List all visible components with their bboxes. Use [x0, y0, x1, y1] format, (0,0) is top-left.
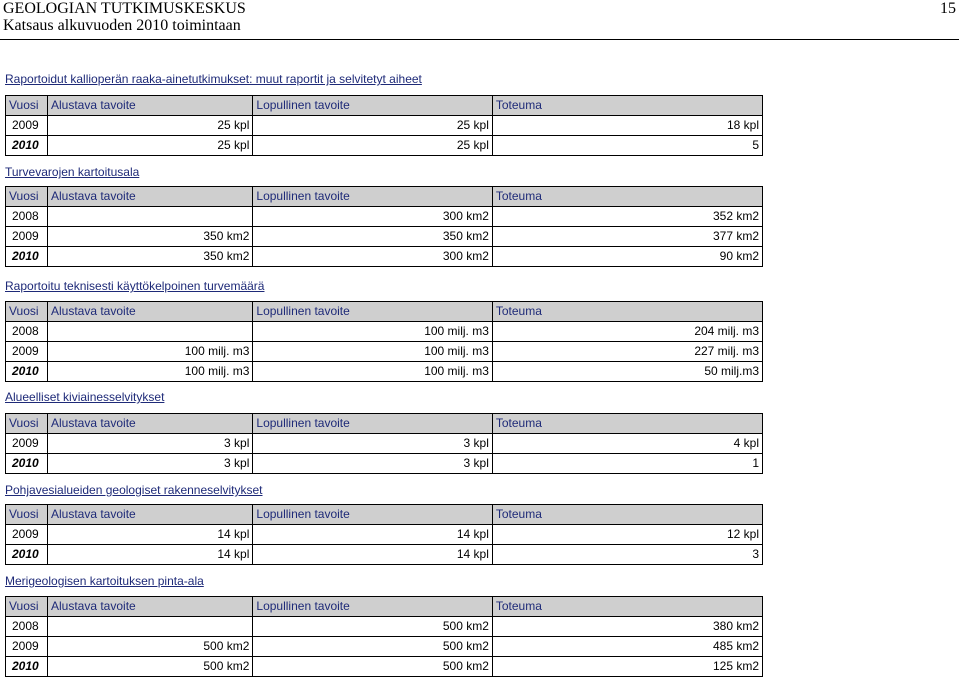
year-cell: 2009 — [6, 434, 48, 454]
alustava-cell: 14 kpl — [47, 525, 252, 545]
toteuma-cell: 352 km2 — [492, 207, 762, 227]
section-title: Pohjavesialueiden geologiset rakenneselvitykset — [5, 483, 263, 497]
toteuma-cell: 380 km2 — [492, 617, 762, 637]
year-cell: 2008 — [6, 207, 48, 227]
lopullinen-cell: 25 kpl — [253, 136, 492, 156]
column-header: Alustava tavoite — [47, 597, 252, 617]
toteuma-cell: 50 milj.m3 — [492, 362, 762, 382]
column-header: Vuosi — [6, 505, 48, 525]
report-subtitle: Katsaus alkuvuoden 2010 toimintaan — [3, 17, 241, 34]
year-cell: 2010 — [6, 136, 48, 156]
data-table — [5, 596, 763, 677]
column-header: Toteuma — [492, 414, 762, 434]
year-cell: 2009 — [6, 227, 48, 247]
table-header-row — [6, 505, 763, 525]
lopullinen-cell: 300 km2 — [253, 207, 492, 227]
year-cell: 2009 — [6, 116, 48, 136]
table-row — [6, 322, 763, 342]
alustava-cell — [47, 322, 252, 342]
data-table — [5, 95, 763, 156]
table-row — [6, 227, 763, 247]
data-table — [5, 504, 763, 565]
column-header: Alustava tavoite — [47, 505, 252, 525]
alustava-cell: 3 kpl — [47, 454, 252, 474]
alustava-cell: 500 km2 — [47, 657, 252, 677]
toteuma-cell: 485 km2 — [492, 637, 762, 657]
table-row — [6, 617, 763, 637]
table-row — [6, 454, 763, 474]
alustava-cell: 100 milj. m3 — [47, 362, 252, 382]
toteuma-cell: 227 milj. m3 — [492, 342, 762, 362]
table-row — [6, 207, 763, 227]
toteuma-cell: 377 km2 — [492, 227, 762, 247]
year-cell: 2010 — [6, 362, 48, 382]
column-header: Vuosi — [6, 597, 48, 617]
lopullinen-cell: 14 kpl — [253, 545, 492, 565]
table-row — [6, 247, 763, 267]
table-row — [6, 637, 763, 657]
column-header: Vuosi — [6, 187, 48, 207]
year-cell: 2009 — [6, 525, 48, 545]
table-row — [6, 116, 763, 136]
table-header-row — [6, 187, 763, 207]
year-cell: 2009 — [6, 637, 48, 657]
toteuma-cell: 90 km2 — [492, 247, 762, 267]
lopullinen-cell: 25 kpl — [253, 116, 492, 136]
toteuma-cell: 3 — [492, 545, 762, 565]
alustava-cell: 100 milj. m3 — [47, 342, 252, 362]
table-row — [6, 362, 763, 382]
data-table — [5, 186, 763, 267]
table-row — [6, 342, 763, 362]
table-row — [6, 136, 763, 156]
column-header: Toteuma — [492, 96, 762, 116]
column-header: Lopullinen tavoite — [253, 414, 492, 434]
table-header-row — [6, 302, 763, 322]
column-header: Vuosi — [6, 302, 48, 322]
data-table — [5, 413, 763, 474]
toteuma-cell: 1 — [492, 454, 762, 474]
column-header: Alustava tavoite — [47, 414, 252, 434]
lopullinen-cell: 14 kpl — [253, 525, 492, 545]
column-header: Lopullinen tavoite — [253, 505, 492, 525]
page-number: 15 — [940, 0, 956, 17]
column-header: Lopullinen tavoite — [253, 187, 492, 207]
toteuma-cell: 4 kpl — [492, 434, 762, 454]
year-cell: 2010 — [6, 657, 48, 677]
year-cell: 2010 — [6, 454, 48, 474]
year-cell: 2009 — [6, 342, 48, 362]
data-table — [5, 301, 763, 382]
lopullinen-cell: 500 km2 — [253, 637, 492, 657]
alustava-cell: 350 km2 — [47, 247, 252, 267]
table-row — [6, 525, 763, 545]
year-cell: 2008 — [6, 322, 48, 342]
toteuma-cell: 125 km2 — [492, 657, 762, 677]
column-header: Toteuma — [492, 302, 762, 322]
lopullinen-cell: 100 milj. m3 — [253, 362, 492, 382]
toteuma-cell: 12 kpl — [492, 525, 762, 545]
column-header: Toteuma — [492, 187, 762, 207]
alustava-cell — [47, 617, 252, 637]
year-cell: 2010 — [6, 545, 48, 565]
section-title: Raportoitu teknisesti käyttökelpoinen turvemäärä — [5, 279, 265, 293]
alustava-cell: 350 km2 — [47, 227, 252, 247]
header-divider — [0, 39, 959, 40]
year-cell: 2010 — [6, 247, 48, 267]
lopullinen-cell: 300 km2 — [253, 247, 492, 267]
column-header: Alustava tavoite — [47, 96, 252, 116]
lopullinen-cell: 350 km2 — [253, 227, 492, 247]
column-header: Vuosi — [6, 414, 48, 434]
alustava-cell: 14 kpl — [47, 545, 252, 565]
column-header: Toteuma — [492, 597, 762, 617]
section-title: Raportoidut kallioperän raaka-ainetutkimukset: muut raportit ja selvitetyt aiheet — [5, 72, 422, 86]
column-header: Lopullinen tavoite — [253, 96, 492, 116]
table-row — [6, 545, 763, 565]
alustava-cell: 25 kpl — [47, 116, 252, 136]
alustava-cell — [47, 207, 252, 227]
column-header: Lopullinen tavoite — [253, 597, 492, 617]
column-header: Alustava tavoite — [47, 302, 252, 322]
table-row — [6, 657, 763, 677]
lopullinen-cell: 100 milj. m3 — [253, 342, 492, 362]
section-title: Merigeologisen kartoituksen pinta-ala — [5, 574, 204, 588]
lopullinen-cell: 100 milj. m3 — [253, 322, 492, 342]
year-cell: 2008 — [6, 617, 48, 637]
toteuma-cell: 18 kpl — [492, 116, 762, 136]
table-header-row — [6, 96, 763, 116]
alustava-cell: 3 kpl — [47, 434, 252, 454]
lopullinen-cell: 500 km2 — [253, 617, 492, 637]
column-header: Lopullinen tavoite — [253, 302, 492, 322]
alustava-cell: 500 km2 — [47, 637, 252, 657]
table-header-row — [6, 414, 763, 434]
lopullinen-cell: 3 kpl — [253, 454, 492, 474]
column-header: Vuosi — [6, 96, 48, 116]
section-title: Turvevarojen kartoitusala — [5, 165, 140, 179]
toteuma-cell: 204 milj. m3 — [492, 322, 762, 342]
alustava-cell: 25 kpl — [47, 136, 252, 156]
toteuma-cell: 5 — [492, 136, 762, 156]
section-title: Alueelliset kiviainesselvitykset — [5, 390, 165, 404]
lopullinen-cell: 3 kpl — [253, 434, 492, 454]
column-header: Alustava tavoite — [47, 187, 252, 207]
table-header-row — [6, 597, 763, 617]
table-row — [6, 434, 763, 454]
lopullinen-cell: 500 km2 — [253, 657, 492, 677]
column-header: Toteuma — [492, 505, 762, 525]
organization-name: GEOLOGIAN TUTKIMUSKESKUS — [3, 0, 246, 17]
